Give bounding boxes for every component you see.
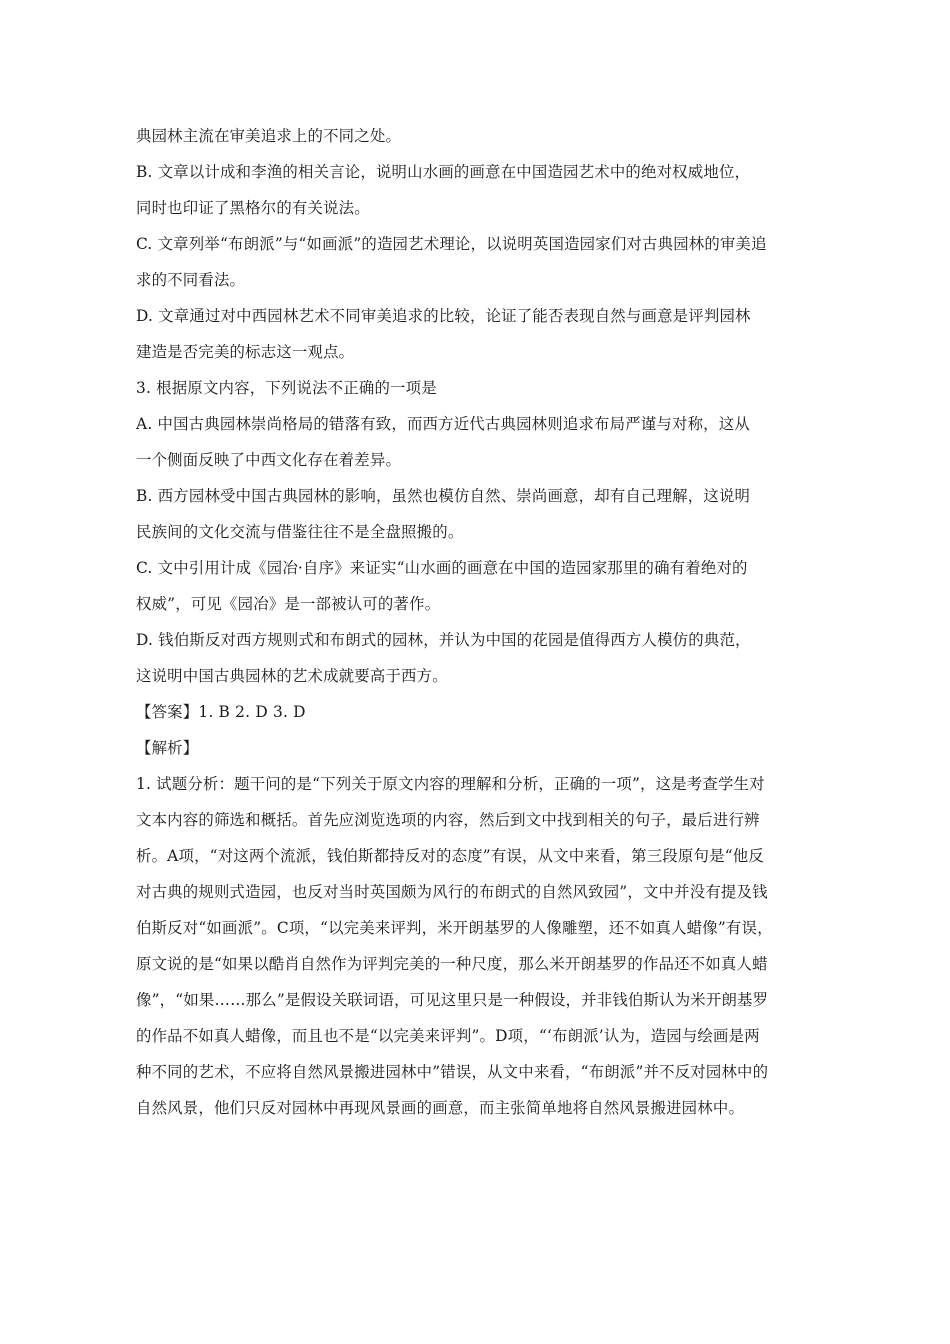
answer-line: 【答案】1. B 2. D 3. D	[136, 703, 306, 721]
option-c-line: C. 文中引用计成《园冶·自序》来证实“山水画的画意在中国的造园家那里的确有着绝对的	[136, 559, 748, 577]
text-line: 典园林主流在审美追求上的不同之处。	[136, 127, 402, 145]
analysis-line: 的作品不如真人蜡像，而且也不是“以完美来评判”。D项，“‘布朗派’认为，造园与绘画是两	[136, 1027, 760, 1045]
text-line: 求的不同看法。	[136, 271, 246, 289]
option-a-line: A. 中国古典园林崇尚格局的错落有致，而西方近代古典园林则追求布局严谨与对称，这从	[136, 415, 750, 433]
analysis-line: 原文说的是“如果以酷肖自然作为评判完美的一种尺度，那么米开朗基罗的作品还不如真人蜡	[136, 955, 768, 973]
text-line: 民族间的文化交流与借鉴往往不是全盘照搬的。	[136, 523, 464, 541]
text-line: 一个侧面反映了中西文化存在着差异。	[136, 451, 402, 469]
option-b-line: B. 西方园林受中国古典园林的影响，虽然也模仿自然、崇尚画意，却有自己理解，这说明	[136, 487, 751, 505]
analysis-line: 自然风景，他们只反对园林中再现风景画的画意，而主张简单地将自然风景搬进园林中。	[136, 1099, 745, 1117]
text-line: 权威”，可见《园冶》是一部被认可的著作。	[136, 595, 441, 613]
analysis-line: 析。A项，“对这两个流派，钱伯斯都持反对的态度”有误，从文中来看，第三段原句是“他反	[136, 847, 764, 865]
option-b-line: B. 文章以计成和李渔的相关言论，说明山水画的画意在中国造园艺术中的绝对权威地位，	[136, 163, 751, 181]
option-d-line: D. 文章通过对中西园林艺术不同审美追求的比较，论证了能否表现自然与画意是评判园林	[136, 307, 751, 325]
analysis-heading: 【解析】	[136, 739, 199, 757]
option-c-line: C. 文章列举“布朗派”与“如画派”的造园艺术理论，以说明英国造园家们对古典园林的审美追	[136, 235, 767, 253]
text-line: 这说明中国古典园林的艺术成就要高于西方。	[136, 667, 448, 685]
text-line: 建造是否完美的标志这一观点。	[136, 343, 355, 361]
document-page	[136, 118, 816, 1126]
analysis-line: 文本内容的筛选和概括。首先应浏览选项的内容，然后到文中找到相关的句子，最后进行辨	[136, 811, 760, 829]
analysis-line: 对古典的规则式造园，也反对当时英国颇为风行的布朗式的自然风致园”，文中并没有提及钱	[136, 883, 768, 901]
analysis-line: 1. 试题分析：题干问的是“下列关于原文内容的理解和分析，正确的一项”，这是考查学生对	[136, 775, 765, 793]
analysis-line: 伯斯反对“如画派”。C项，“以完美来评判，米开朗基罗的人像雕塑，还不如真人蜡像”有误，	[136, 919, 773, 937]
option-d-line: D. 钱伯斯反对西方规则式和布朗式的园林，并认为中国的花园是值得西方人模仿的典范，	[136, 631, 751, 649]
question-3-line: 3. 根据原文内容，下列说法不正确的一项是	[136, 379, 437, 397]
analysis-line: 像”，“如果……那么”是假设关联词语，可见这里只是一种假设，并非钱伯斯认为米开朗基罗	[136, 991, 769, 1009]
text-line: 同时也印证了黑格尔的有关说法。	[136, 199, 370, 217]
analysis-line: 种不同的艺术，不应将自然风景搬进园林中”错误，从文中来看，“布朗派”并不反对园林中的	[136, 1063, 769, 1081]
